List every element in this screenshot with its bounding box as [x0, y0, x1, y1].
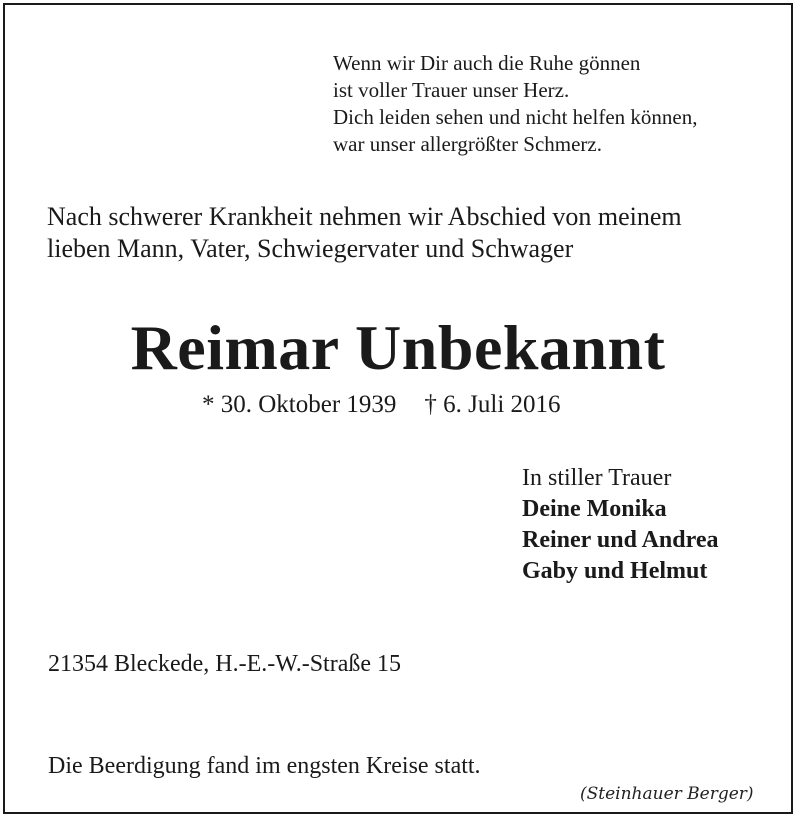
life-dates: [202, 389, 561, 421]
intro-line: lieben Mann, Vater, Schwiegervater und Schwager: [47, 234, 574, 263]
deceased-name: Reimar Unbekannt: [130, 312, 666, 383]
death-date: † 6. Juli 2016: [424, 391, 561, 418]
address: 21354 Bleckede, H.-E.-W.-Straße 15: [48, 651, 402, 677]
funeral-note: Die Beerdigung fand im engsten Kreise statt.: [48, 753, 481, 779]
mourners: [522, 463, 719, 587]
stonemason-signature: (Steinhauer Berger): [580, 784, 754, 804]
poem-line: Wenn wir Dir auch die Ruhe gönnen: [333, 51, 641, 75]
intro-text: [47, 201, 682, 265]
mourners-heading: In stiller Trauer: [522, 465, 672, 491]
mourner-name: Deine Monika: [522, 496, 667, 522]
mourner-name: Gaby und Helmut: [522, 558, 708, 584]
poem-line: war unser allergrößter Schmerz.: [333, 132, 603, 156]
poem-line: Dich leiden sehen und nicht helfen können,: [333, 105, 698, 129]
intro-line: Nach schwerer Krankheit nehmen wir Abschied von meinem: [47, 202, 682, 231]
obituary-notice: [3, 3, 793, 814]
poem-line: ist voller Trauer unser Herz.: [333, 78, 570, 102]
birth-date: * 30. Oktober 1939: [202, 391, 397, 418]
poem: [333, 50, 697, 158]
mourner-name: Reiner und Andrea: [522, 527, 719, 553]
